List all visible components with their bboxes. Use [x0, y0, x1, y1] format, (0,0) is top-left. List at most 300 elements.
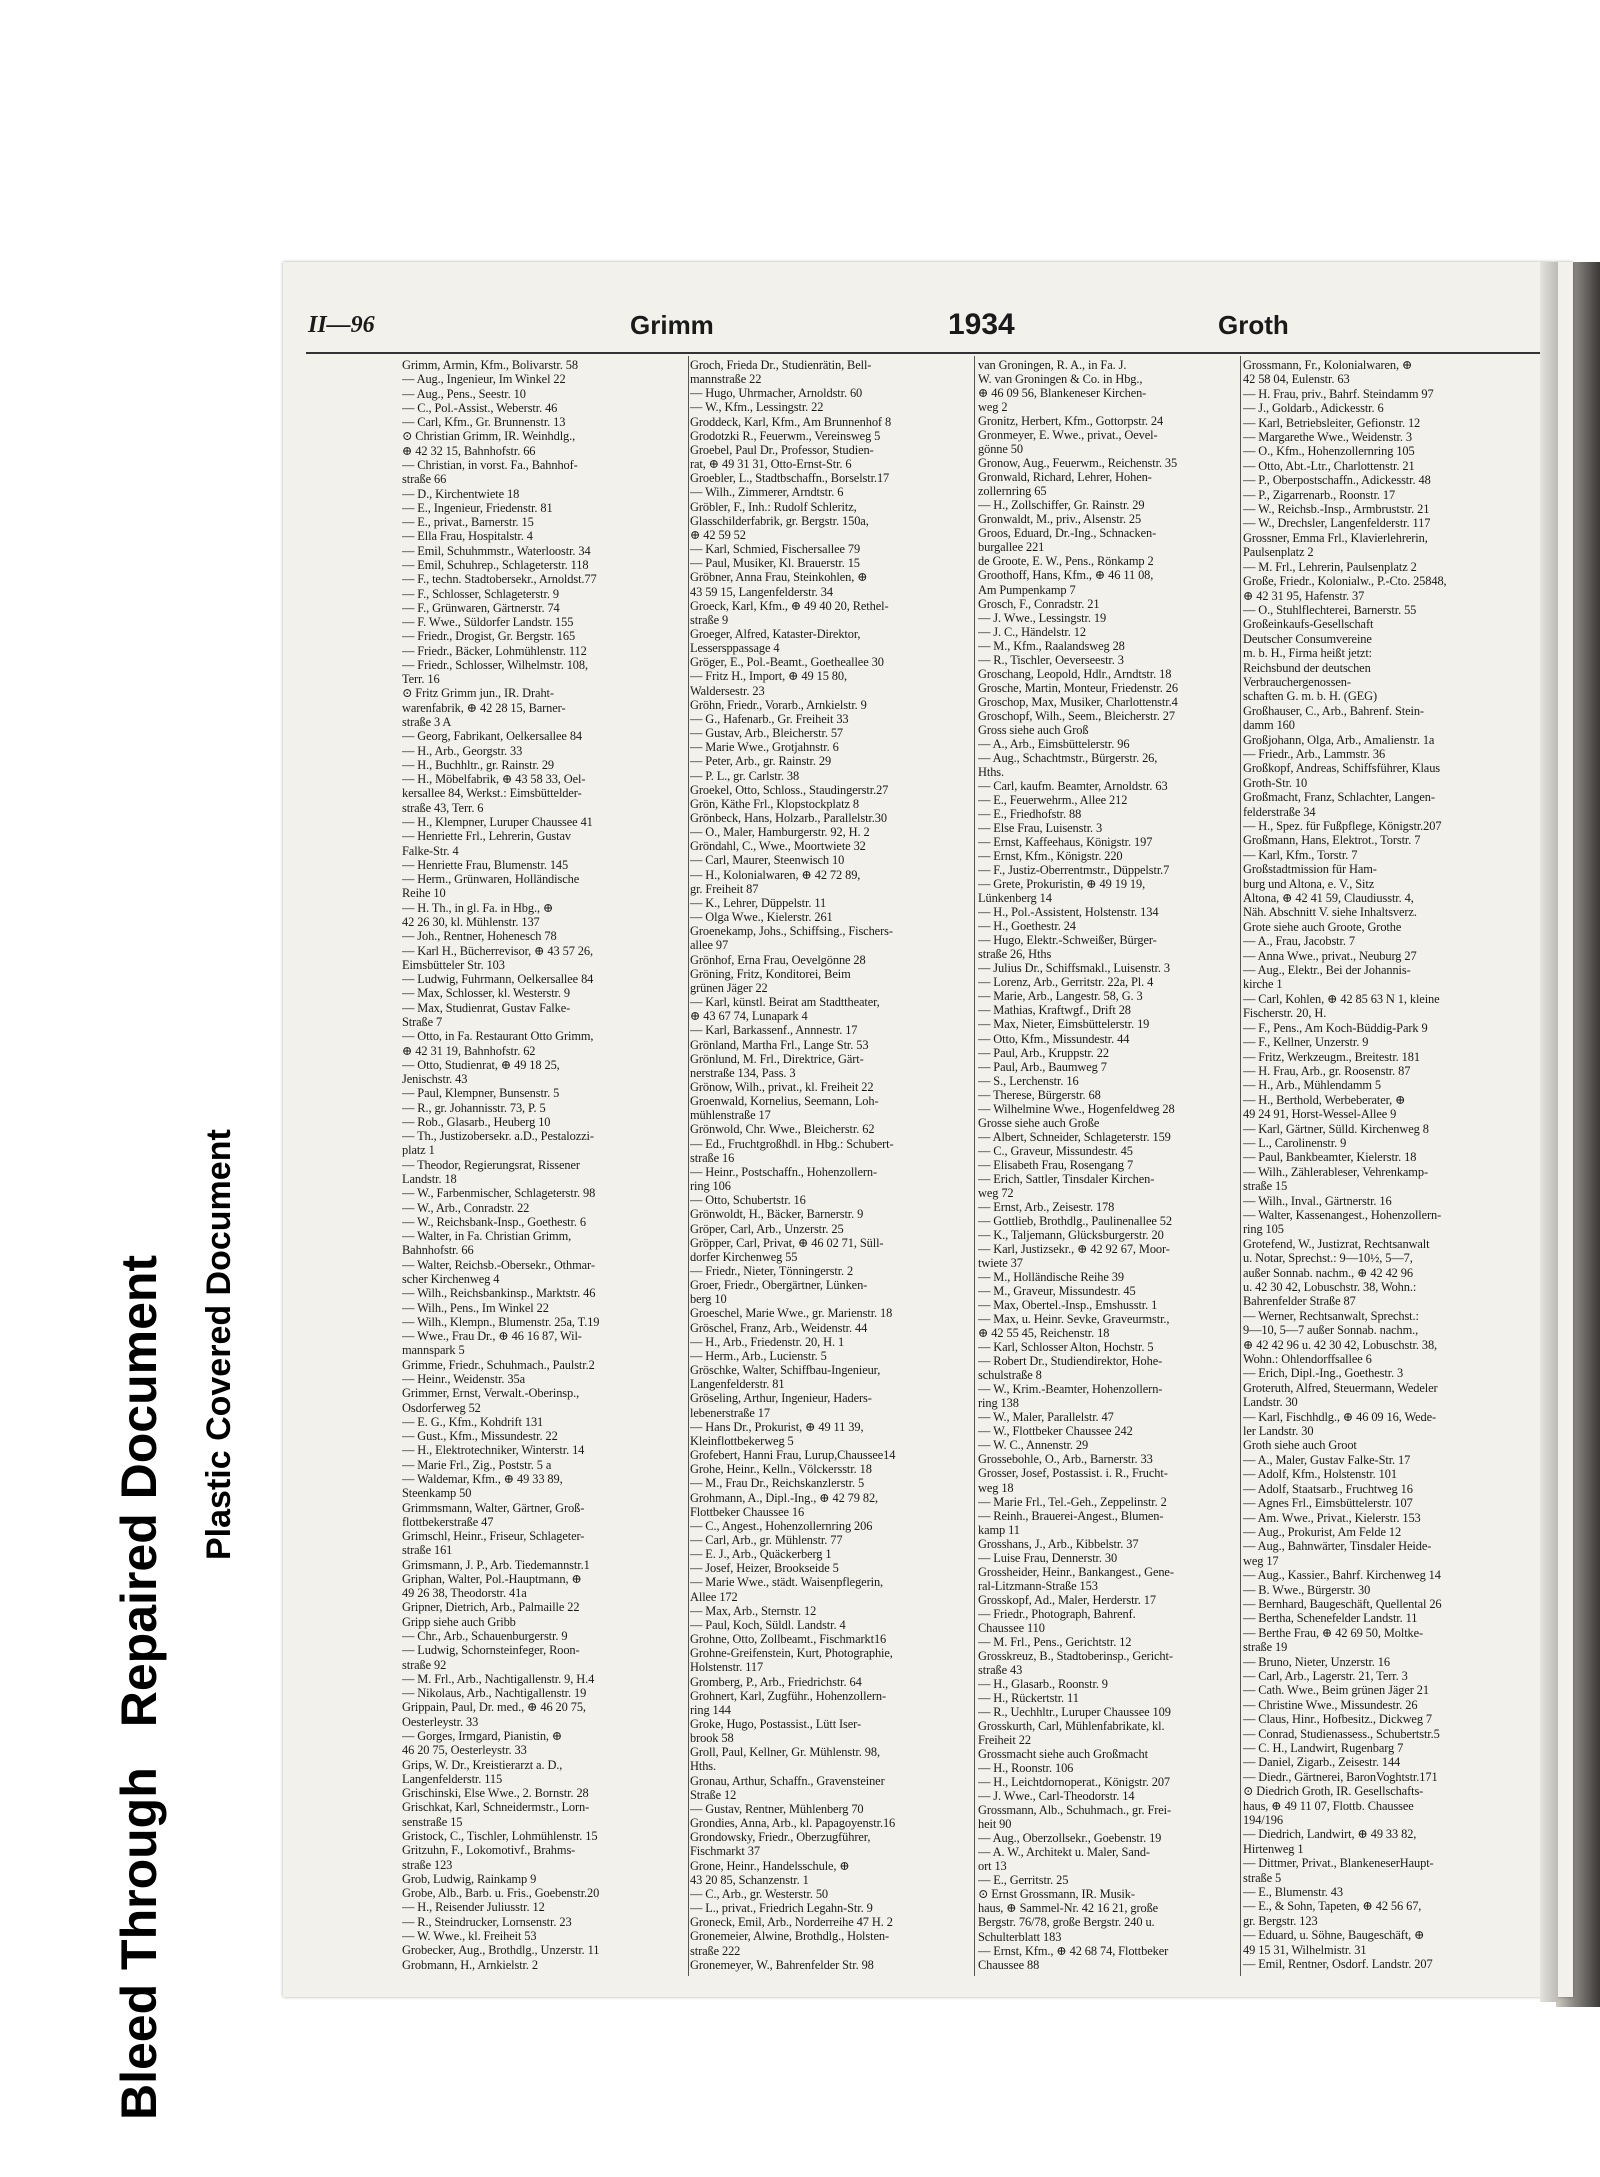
directory-entry: — Herm., Arb., Lucienstr. 5 [690, 1348, 827, 1363]
directory-entry: Langenfelderstr. 81 [690, 1377, 785, 1392]
directory-entry: Gröper, Carl, Arb., Unzerstr. 25 [690, 1221, 844, 1236]
directory-entry: Groth siehe auch Groot [1243, 1438, 1357, 1453]
directory-entry: — E. J., Arb., Quäckerberg 1 [690, 1547, 832, 1562]
directory-entry: Groeger, Alfred, Kataster-Direktor, [690, 626, 861, 641]
directory-entry: — Ernst, Arb., Zeisestr. 178 [978, 1199, 1115, 1214]
directory-entry: — Otto, Schubertstr. 16 [690, 1193, 806, 1208]
directory-entry: — Mathias, Kraftwgf., Drift 28 [978, 1003, 1131, 1018]
directory-entry: 194/196 [1243, 1813, 1283, 1828]
directory-entry: Grobmann, H., Arnkielstr. 2 [402, 1957, 538, 1972]
directory-entry: — A., Arb., Eimsbüttelerstr. 96 [978, 736, 1130, 751]
directory-entry: 9—10, 5—7 außer Sonnab. nachm., [1243, 1323, 1419, 1338]
directory-entry: — Aug., Pens., Seestr. 10 [402, 386, 526, 401]
directory-entry: Steenkamp 50 [402, 1486, 472, 1501]
directory-entry: Groebel, Paul Dr., Professor, Studien- [690, 442, 874, 457]
directory-entry: Grossheider, Heinr., Bankangest., Gene- [978, 1564, 1174, 1579]
header-first-word: Grimm [630, 310, 714, 340]
directory-entry: Grönhof, Erna Frau, Oevelgönne 28 [690, 952, 866, 967]
directory-entry: — Fritz, Werkzeugm., Breitestr. 181 [1243, 1049, 1420, 1064]
directory-entry: — C., Arb., gr. Westerstr. 50 [690, 1886, 829, 1901]
directory-entry: kirche 1 [1243, 977, 1283, 992]
directory-entry: Gronwald, Richard, Lehrer, Hohen- [978, 470, 1152, 485]
directory-entry: straße 161 [402, 1543, 453, 1558]
directory-entry: Groeschel, Marie Wwe., gr. Marienstr. 18 [690, 1306, 893, 1321]
directory-entry: — Emil, Schuhmmstr., Waterloostr. 34 [402, 543, 591, 558]
directory-entry: Lessersppassage 4 [690, 641, 780, 656]
directory-entry: — Aug., Prokurist, Am Felde 12 [1243, 1524, 1402, 1539]
directory-entry: Grimsmann, J. P., Arb. Tiedemannstr.1 [402, 1557, 590, 1572]
directory-entry: — Ernst, Kfm., Königstr. 220 [978, 849, 1123, 864]
directory-entry: — Walter, Kassenangest., Hohenzollern- [1243, 1207, 1442, 1222]
directory-entry: — H., Rückertstr. 11 [978, 1690, 1079, 1705]
directory-entry: Kleinflottbekerweg 5 [690, 1433, 794, 1448]
directory-column-1 [402, 358, 690, 1978]
directory-entry: Grimmer, Ernst, Verwalt.-Oberinsp., [402, 1386, 580, 1401]
directory-entry: — Friedr., Nieter, Tönningerstr. 2 [690, 1264, 854, 1278]
directory-entry: ⊕ 43 67 74, Lunapark 4 [690, 1009, 808, 1024]
directory-entry: warenfabrik, ⊕ 42 28 15, Barner- [402, 700, 566, 715]
directory-entry: burg und Altona, e. V., Sitz [1243, 876, 1375, 891]
directory-entry: — W., Arb., Conradstr. 22 [402, 1200, 530, 1215]
directory-entry: Gröbler, F., Inh.: Rudolf Schleritz, [690, 499, 857, 514]
directory-entry: — Karl, Gärtner, Sülld. Kirchenweg 8 [1243, 1121, 1429, 1136]
directory-entry: — Otto, Abt.-Ltr., Charlottenstr. 21 [1243, 458, 1415, 473]
directory-entry: Chaussee 88 [978, 1957, 1040, 1972]
directory-entry: Griphan, Walter, Pol.-Hauptmann, ⊕ [402, 1571, 582, 1586]
directory-entry: — H., Elektrotechniker, Winterstr. 14 [402, 1443, 585, 1458]
directory-entry: — Christine Wwe., Missundestr. 26 [1243, 1697, 1418, 1712]
directory-entry: — H., Pol.-Assistent, Holstenstr. 134 [978, 905, 1159, 920]
directory-entry: straße 16 [690, 1150, 735, 1165]
stamp-plastic-covered: Plastic Covered Document [200, 1129, 238, 1560]
directory-entry: — C., Angest., Hohenzollernring 206 [690, 1518, 873, 1533]
directory-entry: Groenekamp, Johs., Schiffsing., Fischers- [690, 924, 893, 939]
directory-entry: — H., Kolonialwaren, ⊕ 42 72 89, [690, 867, 861, 882]
directory-entry: Grimm, Armin, Kfm., Bolivarstr. 58 [402, 358, 578, 372]
directory-entry: — G., Hafenarb., Gr. Freiheit 33 [690, 711, 849, 726]
directory-entry: felderstraße 34 [1243, 804, 1316, 819]
directory-entry: — Max, Schlosser, kl. Westerstr. 9 [402, 986, 570, 1001]
directory-entry: Fischerstr. 20, H. [1243, 1006, 1327, 1021]
directory-entry: — Friedr., Arb., Lammstr. 36 [1243, 746, 1386, 761]
directory-entry: straße 15 [1243, 1179, 1288, 1194]
directory-entry: Näh. Abschnitt V. siehe Inhaltsverz. [1243, 905, 1417, 920]
directory-entry: ler Landstr. 30 [1243, 1424, 1314, 1439]
directory-entry: — M., Kfm., Raalandsweg 28 [978, 638, 1125, 653]
directory-entry: Groenwald, Kornelius, Seemann, Loh- [690, 1094, 879, 1109]
directory-entry: — Wilh., Inval., Gärtnerstr. 16 [1243, 1193, 1392, 1208]
directory-entry: Groteruth, Alfred, Steuermann, Wedeler [1243, 1380, 1438, 1395]
directory-entry: — O., Stuhlflechterei, Barnerstr. 55 [1243, 602, 1417, 617]
directory-entry: Groke, Hugo, Postassist., Lütt Iser- [690, 1717, 861, 1731]
directory-entry: kersallee 84, Werkst.: Eimsbüttelder- [402, 786, 582, 801]
directory-entry: — Karl, Schmied, Fischersallee 79 [690, 542, 861, 557]
directory-entry: außer Sonnab. nachm., ⊕ 42 42 96 [1243, 1265, 1413, 1280]
directory-entry: Grohe, Heinr., Kelln., Völckersstr. 18 [690, 1462, 872, 1477]
directory-entry: — M. Frl., Arb., Nachtigallenstr. 9, H.4 [402, 1671, 595, 1686]
directory-entry: — B. Wwe., Bürgerstr. 30 [1243, 1582, 1371, 1597]
directory-entry: Terr. 16 [402, 672, 440, 687]
directory-entry: schaften G. m. b. H. (GEG) [1243, 689, 1378, 704]
directory-entry: — Aug., Ingenieur, Im Winkel 22 [402, 372, 566, 387]
directory-entry: — Carl, Maurer, Steenwisch 10 [690, 853, 845, 868]
directory-entry: — K., Taljemann, Glücksburgerstr. 20 [978, 1227, 1164, 1242]
directory-entry: — Am. Wwe., Privat., Kielerstr. 153 [1243, 1510, 1421, 1525]
directory-entry: — Carl, Arb., gr. Mühlenstr. 77 [690, 1532, 843, 1547]
directory-entry: — Aug., Bahnwärter, Tinsdaler Heide- [1243, 1539, 1432, 1554]
directory-entry: ⊙ Fritz Grimm jun., IR. Draht- [402, 686, 554, 701]
directory-entry: — A. W., Architekt u. Maler, Sand- [978, 1845, 1150, 1860]
directory-entry: Hths. [978, 764, 1005, 779]
directory-entry: — Diedr., Gärtnerei, BaronVoghtstr.171 [1243, 1769, 1438, 1784]
directory-entry: — Max, Studienrat, Gustav Falke- [402, 1000, 571, 1015]
directory-entry: — J. Wwe., Lessingstr. 19 [978, 610, 1107, 625]
directory-column-3 [978, 358, 1258, 1978]
directory-entry: Großeinkaufs-Gesellschaft [1243, 617, 1374, 632]
directory-entry: — Chr., Arb., Schauenburgerstr. 9 [402, 1629, 568, 1644]
directory-entry: — Paul, Bankbeamter, Kielerstr. 18 [1243, 1150, 1417, 1165]
directory-entry: — Josef, Heizer, Brookseide 5 [690, 1561, 839, 1576]
directory-entry: Gripp siehe auch Gribb [402, 1614, 516, 1629]
directory-entry: Großhauser, C., Arb., Bahrenf. Stein- [1243, 703, 1424, 718]
directory-entry: — Elisabeth Frau, Rosengang 7 [978, 1157, 1134, 1172]
directory-entry: — Grete, Prokuristin, ⊕ 49 19 19, [978, 877, 1146, 892]
directory-entry: — Walter, in Fa. Christian Grimm, [402, 1229, 572, 1244]
directory-entry: — W., Krim.-Beamter, Hohenzollern- [978, 1382, 1163, 1397]
directory-entry: — J., Goldarb., Adickesstr. 6 [1243, 401, 1384, 416]
directory-entry: Großkopf, Andreas, Schiffsführer, Klaus [1243, 761, 1441, 776]
directory-entry: Gronitz, Herbert, Kfm., Gottorpstr. 24 [978, 414, 1164, 429]
directory-entry: Groeck, Karl, Kfm., ⊕ 49 40 20, Rethel- [690, 598, 889, 613]
directory-entry: Gröning, Fritz, Konditorei, Beim [690, 966, 851, 981]
directory-entry: ⊕ 42 31 19, Bahnhofstr. 62 [402, 1043, 536, 1058]
directory-entry: — Wwe., Frau Dr., ⊕ 46 16 87, Wil- [402, 1329, 582, 1344]
directory-entry: schulstraße 8 [978, 1368, 1042, 1383]
directory-entry: zollernring 65 [978, 484, 1047, 499]
directory-entry: straße 5 [1243, 1870, 1282, 1885]
directory-entry: — H., Spez. für Fußpflege, Königstr.207 [1243, 819, 1442, 833]
directory-entry: Groothoff, Hans, Kfm., ⊕ 46 11 08, [978, 568, 1154, 583]
directory-entry: Grone, Heinr., Handelsschule, ⊕ [690, 1858, 850, 1873]
directory-entry: — R., Tischler, Oeverseestr. 3 [978, 652, 1124, 667]
directory-entry: — W., Kfm., Lessingstr. 22 [690, 400, 824, 415]
directory-entry: lebenerstraße 17 [690, 1405, 770, 1420]
directory-entry: — Peter, Arb., gr. Rainstr. 29 [690, 754, 832, 769]
directory-entry: kamp 11 [978, 1522, 1020, 1537]
stamp-bleed-through: Bleed Through [111, 1767, 167, 2120]
directory-entry: Glasschilderfabrik, gr. Bergstr. 150a, [690, 513, 869, 528]
directory-entry: — Gustav, Rentner, Mühlenberg 70 [690, 1801, 864, 1816]
directory-entry: Großstadtmission für Ham- [1243, 862, 1377, 877]
directory-entry: Grosch, F., Conradstr. 21 [978, 596, 1100, 611]
directory-entry: Langenfelderstr. 115 [402, 1771, 503, 1786]
directory-entry: — Emil, Rentner, Osdorf. Landstr. 207 [1243, 1957, 1433, 1972]
directory-entry: — Carl, Arb., Lagerstr. 21, Terr. 3 [1243, 1668, 1408, 1683]
page-number: II—96 [308, 312, 375, 338]
directory-entry: — W., Flottbeker Chaussee 242 [978, 1424, 1133, 1439]
directory-entry: Groebler, L., Stadtbschaffn., Borselstr.17 [690, 471, 890, 486]
directory-entry: — Georg, Fabrikant, Oelkersallee 84 [402, 729, 583, 744]
directory-entry: senstraße 15 [402, 1814, 463, 1829]
directory-entry: Grofebert, Hanni Frau, Lurup,Chaussee14 [690, 1448, 896, 1463]
directory-entry: — Gorges, Irmgard, Pianistin, ⊕ [402, 1729, 563, 1743]
directory-entry: — A., Frau, Jacobstr. 7 [1243, 934, 1355, 949]
directory-entry: Gröschel, Franz, Arb., Weidenstr. 44 [690, 1320, 868, 1335]
directory-entry: Grossmacht siehe auch Großmacht [978, 1747, 1148, 1762]
directory-entry: — R., Uechhltr., Luruper Chaussee 109 [978, 1705, 1171, 1719]
directory-entry: — P., Zigarrenarb., Roonstr. 17 [1243, 487, 1396, 502]
directory-entry: van Groningen, R. A., in Fa. J. [978, 358, 1127, 372]
directory-entry: — M., Frau Dr., Reichskanzlerstr. 5 [690, 1476, 865, 1491]
directory-entry: — Carl, Kohlen, ⊕ 42 85 63 N 1, kleine [1243, 991, 1440, 1006]
directory-entry: Bahnhofstr. 66 [402, 1243, 474, 1258]
directory-entry: weg 2 [978, 400, 1008, 415]
directory-entry: — E., Feuerwehrm., Allee 212 [978, 792, 1128, 807]
directory-entry: Gripner, Dietrich, Arb., Palmaille 22 [402, 1600, 580, 1615]
directory-entry: — Adolf, Staatsarb., Fruchtweg 16 [1243, 1481, 1413, 1496]
directory-entry: — M., Graveur, Missundestr. 45 [978, 1284, 1136, 1299]
directory-entry: Groll, Paul, Kellner, Gr. Mühlenstr. 98, [690, 1745, 880, 1760]
directory-entry: Bahrenfelder Straße 87 [1243, 1294, 1356, 1309]
directory-entry: straße 43, Terr. 6 [402, 800, 484, 815]
directory-entry: — Marie Frl., Zig., Poststr. 5 a [402, 1457, 552, 1472]
directory-entry: — Conrad, Studienassess., Schubertstr.5 [1243, 1726, 1440, 1741]
directory-entry: — F., Grünwaren, Gärtnerstr. 74 [402, 600, 560, 615]
directory-entry: Gristock, C., Tischler, Lohmühlenstr. 15 [402, 1828, 598, 1843]
directory-entry: — P. L., gr. Carlstr. 38 [690, 768, 800, 783]
directory-entry: — Margarethe Wwe., Weidenstr. 3 [1243, 430, 1412, 445]
directory-entry: Falke-Str. 4 [402, 843, 459, 858]
directory-entry: Osdorferweg 52 [402, 1400, 481, 1415]
directory-entry: — H., Leichtdornoperat., Königstr. 207 [978, 1775, 1171, 1790]
directory-entry: — Cath. Wwe., Beim grünen Jäger 21 [1243, 1683, 1429, 1698]
directory-entry: — Bruno, Nieter, Unzerstr. 16 [1243, 1654, 1390, 1669]
directory-entry: Gröndahl, C., Wwe., Moortwiete 32 [690, 839, 866, 854]
directory-entry: — Max, u. Heinr. Sevke, Graveurmstr., [978, 1312, 1170, 1327]
directory-entry: — Paul, Musiker, Kl. Brauerstr. 15 [690, 556, 860, 571]
directory-entry: ⊙ Christian Grimm, IR. Weinhdlg., [402, 429, 576, 444]
directory-entry: — Agnes Frl., Eimsbüttelerstr. 107 [1243, 1496, 1413, 1511]
directory-entry: Grossmann, Fr., Kolonialwaren, ⊕ [1243, 358, 1413, 372]
directory-entry: — H., Glasarb., Roonstr. 9 [978, 1676, 1108, 1691]
directory-entry: de Groote, E. W., Pens., Rönkamp 2 [978, 554, 1154, 569]
header-year: 1934 [948, 308, 1015, 341]
directory-entry: — Th., Justizobersekr. a.D., Pestalozzi- [402, 1129, 594, 1144]
directory-entry: — E., & Sohn, Tapeten, ⊕ 42 56 67, [1243, 1899, 1422, 1914]
directory-entry: Grönow, Wilh., privat., kl. Freiheit 22 [690, 1079, 874, 1094]
directory-entry: Landstr. 30 [1243, 1395, 1298, 1410]
directory-entry: — A., Maler, Gustav Falke-Str. 17 [1243, 1452, 1411, 1467]
directory-entry: Gronow, Aug., Feuerwm., Reichenstr. 35 [978, 456, 1178, 471]
directory-entry: ⊙ Diedrich Groth, IR. Gesellschafts- [1243, 1784, 1424, 1799]
directory-entry: — Paul, Koch, Süldl. Landstr. 4 [690, 1617, 846, 1632]
directory-entry: — F., techn. Stadtobersekr., Arnoldst.77 [402, 572, 597, 587]
directory-entry: — H., Arb., Mühlendamm 5 [1243, 1078, 1382, 1093]
directory-entry: — F. Wwe., Süldorfer Landstr. 155 [402, 615, 574, 630]
directory-entry: Fischmarkt 37 [690, 1844, 760, 1859]
directory-entry: — O., Maler, Hamburgerstr. 92, H. 2 [690, 825, 870, 840]
directory-entry: Grosshans, J., Arb., Kibbelstr. 37 [978, 1536, 1139, 1551]
directory-entry: allee 97 [690, 938, 729, 953]
directory-entry: — W. Wwe., kl. Freiheit 53 [402, 1928, 537, 1943]
directory-entry: ⊕ 42 42 96 u. 42 30 42, Lobuschstr. 38, [1243, 1337, 1438, 1352]
directory-entry: Chaussee 110 [978, 1620, 1045, 1635]
directory-entry: — Walter, Reichsb.-Obersekr., Othmar- [402, 1257, 595, 1272]
directory-entry: ⊕ 42 32 15, Bahnhofstr. 66 [402, 443, 536, 458]
directory-entry: Grotefend, W., Justizrat, Rechtsanwalt [1243, 1236, 1430, 1251]
directory-entry: — Bernhard, Baugeschäft, Quellental 26 [1243, 1596, 1442, 1611]
directory-entry: — Paul, Arb., Kruppstr. 22 [978, 1045, 1109, 1060]
directory-entry: 49 24 91, Horst-Wessel-Allee 9 [1243, 1107, 1397, 1122]
directory-entry: Grosskurth, Carl, Mühlenfabrikate, kl. [978, 1719, 1165, 1734]
directory-entry: Verbrauchergenossen- [1243, 674, 1351, 689]
directory-entry: Grön, Käthe Frl., Klopstockplatz 8 [690, 796, 860, 811]
directory-entry: — Wilhelmine Wwe., Hogenfeldweg 28 [978, 1101, 1175, 1116]
directory-entry: — Claus, Hinr., Hofbesitz., Dickweg 7 [1243, 1712, 1433, 1727]
directory-entry: Gronwaldt, M., priv., Alsenstr. 25 [978, 512, 1142, 527]
directory-entry: — E., Ingenieur, Friedenstr. 81 [402, 500, 553, 515]
directory-entry: — E. G., Kfm., Kohdrift 131 [402, 1414, 544, 1429]
directory-entry: Holstenstr. 117 [690, 1660, 764, 1675]
directory-entry: — Christian, in vorst. Fa., Bahnhof- [402, 457, 578, 472]
directory-entry: — Eduard, u. Söhne, Baugeschäft, ⊕ [1243, 1928, 1425, 1943]
directory-entry: Grobecker, Aug., Brothdlg., Unzerstr. 11 [402, 1943, 600, 1958]
directory-entry: — Reinh., Brauerei-Angest., Blumen- [978, 1508, 1164, 1523]
directory-entry: mannstraße 22 [690, 372, 762, 387]
directory-entry: — E., Gerritstr. 25 [978, 1873, 1069, 1888]
directory-entry: — H., Berthold, Werbeberater, ⊕ [1243, 1092, 1406, 1107]
directory-entry: — Aug., Elektr., Bei der Johannis- [1243, 963, 1411, 978]
directory-entry: 42 26 30, kl. Mühlenstr. 137 [402, 914, 540, 929]
directory-entry: — Paul, Klempner, Bunsenstr. 5 [402, 1086, 560, 1101]
directory-entry: gönne 50 [978, 442, 1023, 457]
directory-entry: Grohne-Greifenstein, Kurt, Photographie, [690, 1646, 893, 1661]
directory-entry: — Ernst, Kfm., ⊕ 42 68 74, Flottbeker [978, 1943, 1169, 1958]
directory-entry: — Wilh., Pens., Im Winkel 22 [402, 1300, 549, 1315]
directory-entry: gr. Freiheit 87 [690, 881, 759, 896]
directory-entry: — Aug., Schachtmstr., Bürgerstr. 26, [978, 750, 1158, 765]
directory-entry: Gromberg, P., Arb., Friedrichstr. 64 [690, 1674, 862, 1689]
directory-entry: Gronemeier, Alwine, Brothdlg., Holsten- [690, 1929, 889, 1944]
directory-entry: grünen Jäger 22 [690, 980, 768, 995]
directory-entry: Gronmeyer, E. Wwe., privat., Oevel- [978, 428, 1158, 443]
directory-entry: ⊕ 46 09 56, Blankeneser Kirchen- [978, 386, 1147, 401]
directory-entry: — Marie, Arb., Langestr. 58, G. 3 [978, 989, 1143, 1004]
directory-entry: Gröschke, Walter, Schiffbau-Ingenieur, [690, 1363, 881, 1378]
directory-entry: — Erich, Sattler, Tinsdaler Kirchen- [978, 1171, 1155, 1186]
directory-entry: — Otto, in Fa. Restaurant Otto Grimm, [402, 1029, 594, 1044]
directory-entry: — Ed., Fruchtgroßhdl. in Hbg.: Schubert- [690, 1136, 894, 1151]
directory-entry: Gröhn, Friedr., Vorarb., Arnkielstr. 9 [690, 697, 867, 712]
directory-entry: Groos, Eduard, Dr.-Ing., Schnacken- [978, 526, 1157, 541]
directory-entry: — Otto, Studienrat, ⊕ 49 18 25, [402, 1057, 560, 1072]
directory-entry: Grönwold, Chr. Wwe., Bleicherstr. 62 [690, 1122, 875, 1137]
directory-entry: Grosskopf, Ad., Maler, Herderstr. 17 [978, 1592, 1156, 1607]
directory-entry: platz 1 [402, 1143, 435, 1158]
directory-entry: Reichsbund der deutschen [1243, 660, 1371, 675]
directory-entry: — Friedr., Photograph, Bahrenf. [978, 1606, 1136, 1621]
directory-entry: — H., Klempner, Luruper Chaussee 41 [402, 815, 593, 829]
directory-entry: — W., Maler, Parallelstr. 47 [978, 1410, 1114, 1425]
directory-entry: Groneck, Emil, Arb., Norderreihe 47 H. 2 [690, 1915, 893, 1930]
page-spine-edge [1540, 262, 1558, 2002]
directory-entry: — Carl, Kfm., Gr. Brunnenstr. 13 [402, 415, 566, 430]
directory-entry: — Bertha, Schenefelder Landstr. 11 [1243, 1611, 1418, 1626]
directory-entry: — Else Frau, Luisenstr. 3 [978, 821, 1103, 836]
directory-entry: Flottbeker Chaussee 16 [690, 1504, 805, 1519]
directory-entry: — Friedr., Bäcker, Lohmühlenstr. 112 [402, 643, 587, 658]
directory-entry: — Karl, künstl. Beirat am Stadttheater, [690, 995, 880, 1010]
directory-entry: mühlenstraße 17 [690, 1108, 771, 1123]
directory-entry: — W., Farbenmischer, Schlageterstr. 98 [402, 1186, 596, 1201]
directory-entry: Gröpper, Carl, Privat, ⊕ 46 02 71, Süll- [690, 1235, 884, 1250]
directory-entry: — Max, Arb., Sternstr. 12 [690, 1603, 817, 1618]
directory-entry: — W. C., Annenstr. 29 [978, 1438, 1089, 1453]
directory-entry: — K., Lehrer, Düppelstr. 11 [690, 895, 827, 910]
directory-entry: rat, ⊕ 49 31 31, Otto-Ernst-Str. 6 [690, 457, 852, 472]
directory-entry: — Theodor, Regierungsrat, Rissener [402, 1157, 580, 1172]
directory-entry: — R., Steindrucker, Lornsenstr. 23 [402, 1914, 572, 1929]
directory-entry: ring 138 [978, 1396, 1019, 1411]
directory-entry: — Henriette Frl., Lehrerin, Gustav [402, 829, 571, 844]
directory-entry: Gritzuhn, F., Lokomotivf., Brahms- [402, 1843, 576, 1858]
page-header [308, 308, 1538, 348]
directory-entry: — Wilh., Reichsbankinsp., Marktstr. 46 [402, 1286, 596, 1301]
directory-entry: — Luise Frau, Dennerstr. 30 [978, 1550, 1118, 1565]
directory-entry: — Hans Dr., Prokurist, ⊕ 49 11 39, [690, 1419, 864, 1434]
directory-entry: ring 105 [1243, 1222, 1284, 1237]
directory-entry: Gröger, E., Pol.-Beamt., Goetheallee 30 [690, 655, 884, 670]
directory-entry: Hths. [690, 1759, 717, 1774]
directory-entry: — Emil, Schuhrep., Schlageterstr. 118 [402, 557, 589, 572]
directory-entry: — M. Frl., Lehrerin, Paulsenplatz 2 [1243, 559, 1417, 574]
directory-entry: — M., Holländische Reihe 39 [978, 1270, 1124, 1285]
directory-entry: Grips, W. Dr., Kreistierarzt a. D., [402, 1757, 563, 1772]
directory-entry: — Gottlieb, Brothdlg., Paulinenallee 52 [978, 1213, 1172, 1228]
directory-entry: — R., gr. Johannisstr. 73, P. 5 [402, 1100, 546, 1115]
directory-entry: Jenischstr. 43 [402, 1072, 468, 1087]
directory-entry: haus, ⊕ 49 11 07, Flottb. Chaussee [1243, 1798, 1414, 1813]
directory-entry: — H., Arb., Friedenstr. 20, H. 1 [690, 1334, 845, 1349]
directory-entry: Grönland, Martha Frl., Lange Str. 53 [690, 1037, 869, 1052]
directory-entry: berg 10 [690, 1292, 727, 1307]
directory-entry: — Friedr., Schlosser, Wilhelmstr. 108, [402, 657, 588, 672]
directory-entry: — L., privat., Friedrich Legahn-Str. 9 [690, 1901, 873, 1916]
directory-entry: Grondowsky, Friedr., Oberzugführer, [690, 1830, 871, 1845]
directory-entry: — D., Kirchentwiete 18 [402, 486, 520, 501]
directory-entry: — L., Carolinenstr. 9 [1243, 1135, 1347, 1150]
directory-entry: — Karl, Fischhdlg., ⊕ 46 09 16, Wede- [1243, 1409, 1437, 1424]
directory-entry: — H., Arb., Georgstr. 33 [402, 743, 523, 758]
preservation-stamp [110, 820, 310, 2120]
directory-entry: — Nikolaus, Arb., Nachtigallenstr. 19 [402, 1686, 587, 1701]
directory-entry: Grischinski, Else Wwe., 2. Bornstr. 28 [402, 1786, 589, 1801]
directory-entry: Lünkenberg 14 [978, 891, 1052, 906]
directory-entry: Groth-Str. 10 [1243, 775, 1308, 790]
directory-entry: Gronau, Arthur, Schaffn., Gravensteiner [690, 1773, 885, 1788]
directory-entry: — Max, Nieter, Eimsbüttelerstr. 19 [978, 1017, 1150, 1032]
directory-entry: ort 13 [978, 1859, 1007, 1874]
directory-entry: Grossmann, Alb., Schuhmach., gr. Frei- [978, 1803, 1172, 1818]
directory-entry: straße 19 [1243, 1640, 1288, 1655]
header-rule [306, 352, 1540, 354]
directory-entry: — Albert, Schneider, Schlageterstr. 159 [978, 1129, 1171, 1144]
directory-entry: — P., Oberpostschaffn., Adickesstr. 48 [1243, 473, 1431, 488]
directory-entry: Gröbner, Anna Frau, Steinkohlen, ⊕ [690, 570, 868, 585]
directory-entry: — Wilh., Zählerableser, Vehrenkamp- [1243, 1164, 1428, 1179]
directory-entry: Altona, ⊕ 42 41 59, Claudiusstr. 4, [1243, 891, 1414, 906]
directory-entry: Große, Friedr., Kolonialw., P.-Cto. 25848, [1243, 574, 1447, 589]
